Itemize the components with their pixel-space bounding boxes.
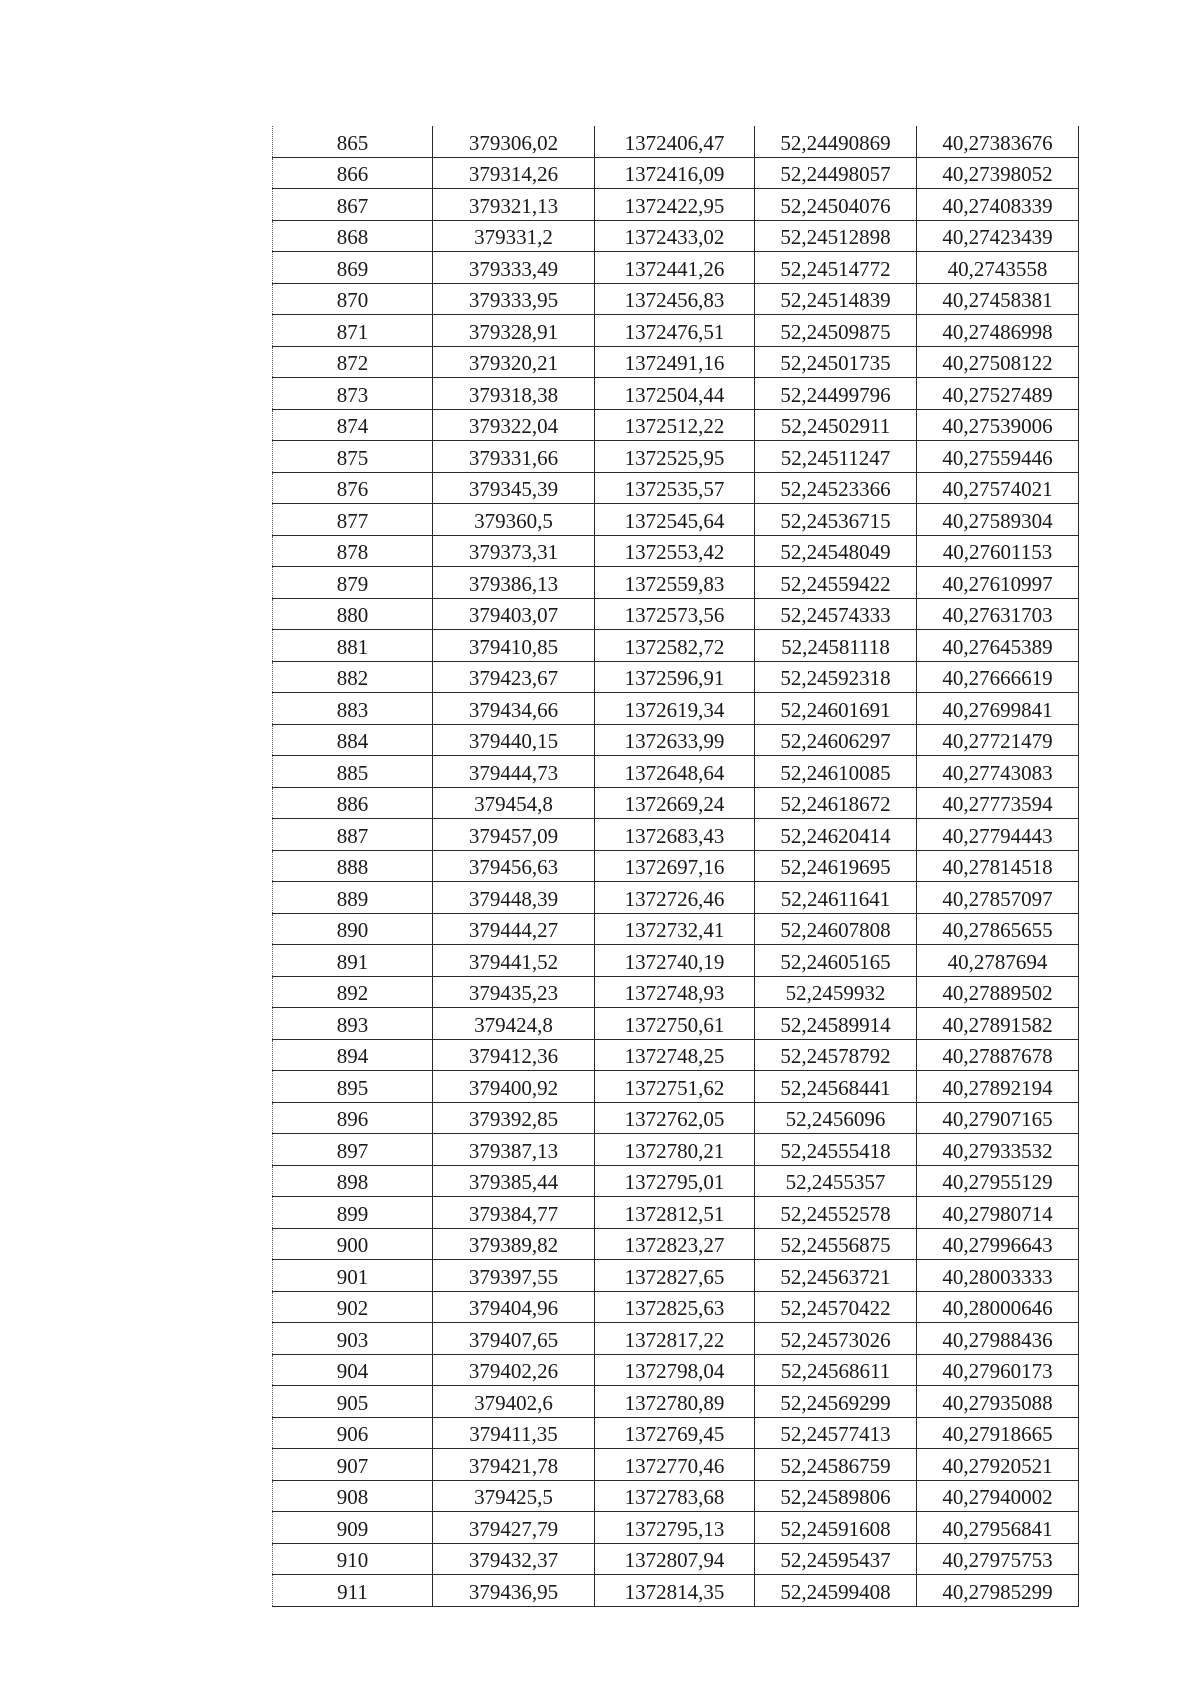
table-row: [273, 787, 1079, 819]
longitude-cell: 40,28000646: [917, 1291, 1079, 1323]
x-coordinate-cell: 379386,13: [433, 567, 595, 599]
y-coordinate-cell: 1372769,45: [595, 1417, 755, 1449]
table-row: [273, 252, 1079, 284]
table-row: [273, 535, 1079, 567]
longitude-cell: 40,27865655: [917, 913, 1079, 945]
point-number-cell: 879: [273, 567, 433, 599]
x-coordinate-cell: 379404,96: [433, 1291, 595, 1323]
coordinates-table: [272, 126, 1079, 1607]
point-number-cell: 876: [273, 472, 433, 504]
longitude-cell: 40,27423439: [917, 220, 1079, 252]
latitude-cell: 52,24514839: [755, 283, 917, 315]
y-coordinate-cell: 1372669,24: [595, 787, 755, 819]
y-coordinate-cell: 1372732,41: [595, 913, 755, 945]
table-row: [273, 1134, 1079, 1166]
y-coordinate-cell: 1372770,46: [595, 1449, 755, 1481]
latitude-cell: 52,24490869: [755, 126, 917, 157]
x-coordinate-cell: 379397,55: [433, 1260, 595, 1292]
latitude-cell: 52,24586759: [755, 1449, 917, 1481]
y-coordinate-cell: 1372762,05: [595, 1102, 755, 1134]
y-coordinate-cell: 1372780,21: [595, 1134, 755, 1166]
latitude-cell: 52,24568441: [755, 1071, 917, 1103]
y-coordinate-cell: 1372573,56: [595, 598, 755, 630]
y-coordinate-cell: 1372795,13: [595, 1512, 755, 1544]
point-number-cell: 900: [273, 1228, 433, 1260]
point-number-cell: 871: [273, 315, 433, 347]
latitude-cell: 52,24573026: [755, 1323, 917, 1355]
longitude-cell: 40,27935088: [917, 1386, 1079, 1418]
x-coordinate-cell: 379320,21: [433, 346, 595, 378]
x-coordinate-cell: 379306,02: [433, 126, 595, 157]
point-number-cell: 887: [273, 819, 433, 851]
latitude-cell: 52,24501735: [755, 346, 917, 378]
y-coordinate-cell: 1372783,68: [595, 1480, 755, 1512]
latitude-cell: 52,2456096: [755, 1102, 917, 1134]
point-number-cell: 890: [273, 913, 433, 945]
table-row: [273, 1165, 1079, 1197]
longitude-cell: 40,27907165: [917, 1102, 1079, 1134]
latitude-cell: 52,24570422: [755, 1291, 917, 1323]
latitude-cell: 52,24563721: [755, 1260, 917, 1292]
y-coordinate-cell: 1372422,95: [595, 189, 755, 221]
point-number-cell: 893: [273, 1008, 433, 1040]
x-coordinate-cell: 379407,65: [433, 1323, 595, 1355]
table-row: [273, 1354, 1079, 1386]
point-number-cell: 884: [273, 724, 433, 756]
longitude-cell: 40,27918665: [917, 1417, 1079, 1449]
latitude-cell: 52,24569299: [755, 1386, 917, 1418]
x-coordinate-cell: 379384,77: [433, 1197, 595, 1229]
x-coordinate-cell: 379454,8: [433, 787, 595, 819]
x-coordinate-cell: 379457,09: [433, 819, 595, 851]
longitude-cell: 40,27508122: [917, 346, 1079, 378]
point-number-cell: 901: [273, 1260, 433, 1292]
point-number-cell: 889: [273, 882, 433, 914]
longitude-cell: 40,27645389: [917, 630, 1079, 662]
latitude-cell: 52,24581118: [755, 630, 917, 662]
table-row: [273, 598, 1079, 630]
y-coordinate-cell: 1372807,94: [595, 1543, 755, 1575]
latitude-cell: 52,24620414: [755, 819, 917, 851]
table-row: [273, 346, 1079, 378]
latitude-cell: 52,24556875: [755, 1228, 917, 1260]
point-number-cell: 873: [273, 378, 433, 410]
latitude-cell: 52,24599408: [755, 1575, 917, 1607]
y-coordinate-cell: 1372748,25: [595, 1039, 755, 1071]
y-coordinate-cell: 1372817,22: [595, 1323, 755, 1355]
point-number-cell: 885: [273, 756, 433, 788]
x-coordinate-cell: 379360,5: [433, 504, 595, 536]
point-number-cell: 907: [273, 1449, 433, 1481]
point-number-cell: 896: [273, 1102, 433, 1134]
y-coordinate-cell: 1372798,04: [595, 1354, 755, 1386]
table-row: [273, 1575, 1079, 1607]
table-row: [273, 1228, 1079, 1260]
y-coordinate-cell: 1372812,51: [595, 1197, 755, 1229]
y-coordinate-cell: 1372596,91: [595, 661, 755, 693]
table-row: [273, 1008, 1079, 1040]
x-coordinate-cell: 379444,73: [433, 756, 595, 788]
latitude-cell: 52,24605165: [755, 945, 917, 977]
latitude-cell: 52,24555418: [755, 1134, 917, 1166]
longitude-cell: 40,27699841: [917, 693, 1079, 725]
longitude-cell: 40,27940002: [917, 1480, 1079, 1512]
longitude-cell: 40,27985299: [917, 1575, 1079, 1607]
latitude-cell: 52,24552578: [755, 1197, 917, 1229]
table-row: [273, 1323, 1079, 1355]
table-row: [273, 1512, 1079, 1544]
latitude-cell: 52,2459932: [755, 976, 917, 1008]
latitude-cell: 52,24574333: [755, 598, 917, 630]
point-number-cell: 878: [273, 535, 433, 567]
point-number-cell: 891: [273, 945, 433, 977]
point-number-cell: 897: [273, 1134, 433, 1166]
y-coordinate-cell: 1372535,57: [595, 472, 755, 504]
latitude-cell: 52,24548049: [755, 535, 917, 567]
latitude-cell: 52,24592318: [755, 661, 917, 693]
table-row: [273, 283, 1079, 315]
y-coordinate-cell: 1372433,02: [595, 220, 755, 252]
latitude-cell: 52,24611641: [755, 882, 917, 914]
point-number-cell: 883: [273, 693, 433, 725]
x-coordinate-cell: 379424,8: [433, 1008, 595, 1040]
x-coordinate-cell: 379373,31: [433, 535, 595, 567]
point-number-cell: 886: [273, 787, 433, 819]
longitude-cell: 40,27743083: [917, 756, 1079, 788]
point-number-cell: 877: [273, 504, 433, 536]
longitude-cell: 40,27956841: [917, 1512, 1079, 1544]
x-coordinate-cell: 379333,95: [433, 283, 595, 315]
x-coordinate-cell: 379441,52: [433, 945, 595, 977]
y-coordinate-cell: 1372726,46: [595, 882, 755, 914]
table-row: [273, 1071, 1079, 1103]
longitude-cell: 40,27988436: [917, 1323, 1079, 1355]
longitude-cell: 40,27814518: [917, 850, 1079, 882]
y-coordinate-cell: 1372582,72: [595, 630, 755, 662]
table-row: [273, 567, 1079, 599]
y-coordinate-cell: 1372476,51: [595, 315, 755, 347]
longitude-cell: 40,27486998: [917, 315, 1079, 347]
latitude-cell: 52,24514772: [755, 252, 917, 284]
y-coordinate-cell: 1372825,63: [595, 1291, 755, 1323]
y-coordinate-cell: 1372512,22: [595, 409, 755, 441]
latitude-cell: 52,24606297: [755, 724, 917, 756]
point-number-cell: 895: [273, 1071, 433, 1103]
latitude-cell: 52,24595437: [755, 1543, 917, 1575]
y-coordinate-cell: 1372416,09: [595, 157, 755, 189]
y-coordinate-cell: 1372619,34: [595, 693, 755, 725]
longitude-cell: 40,27857097: [917, 882, 1079, 914]
x-coordinate-cell: 379434,66: [433, 693, 595, 725]
x-coordinate-cell: 379345,39: [433, 472, 595, 504]
table-row: [273, 1260, 1079, 1292]
table-row: [273, 1386, 1079, 1418]
x-coordinate-cell: 379425,5: [433, 1480, 595, 1512]
table-row: [273, 1291, 1079, 1323]
table-row: [273, 945, 1079, 977]
x-coordinate-cell: 379421,78: [433, 1449, 595, 1481]
y-coordinate-cell: 1372491,16: [595, 346, 755, 378]
longitude-cell: 40,27960173: [917, 1354, 1079, 1386]
table-row: [273, 220, 1079, 252]
longitude-cell: 40,2787694: [917, 945, 1079, 977]
x-coordinate-cell: 379400,92: [433, 1071, 595, 1103]
table-row: [273, 756, 1079, 788]
longitude-cell: 40,27980714: [917, 1197, 1079, 1229]
x-coordinate-cell: 379448,39: [433, 882, 595, 914]
x-coordinate-cell: 379318,38: [433, 378, 595, 410]
longitude-cell: 40,27891582: [917, 1008, 1079, 1040]
y-coordinate-cell: 1372751,62: [595, 1071, 755, 1103]
latitude-cell: 52,24619695: [755, 850, 917, 882]
y-coordinate-cell: 1372545,64: [595, 504, 755, 536]
table-row: [273, 693, 1079, 725]
longitude-cell: 40,2743558: [917, 252, 1079, 284]
point-number-cell: 888: [273, 850, 433, 882]
x-coordinate-cell: 379389,82: [433, 1228, 595, 1260]
point-number-cell: 866: [273, 157, 433, 189]
table-row: [273, 1543, 1079, 1575]
point-number-cell: 908: [273, 1480, 433, 1512]
table-row: [273, 1449, 1079, 1481]
y-coordinate-cell: 1372525,95: [595, 441, 755, 473]
y-coordinate-cell: 1372504,44: [595, 378, 755, 410]
y-coordinate-cell: 1372456,83: [595, 283, 755, 315]
x-coordinate-cell: 379328,91: [433, 315, 595, 347]
table-row: [273, 1480, 1079, 1512]
point-number-cell: 909: [273, 1512, 433, 1544]
x-coordinate-cell: 379440,15: [433, 724, 595, 756]
table-row: [273, 126, 1079, 157]
latitude-cell: 52,24498057: [755, 157, 917, 189]
longitude-cell: 40,27398052: [917, 157, 1079, 189]
longitude-cell: 40,27892194: [917, 1071, 1079, 1103]
point-number-cell: 906: [273, 1417, 433, 1449]
table-row: [273, 724, 1079, 756]
latitude-cell: 52,2455357: [755, 1165, 917, 1197]
point-number-cell: 911: [273, 1575, 433, 1607]
longitude-cell: 40,27631703: [917, 598, 1079, 630]
point-number-cell: 903: [273, 1323, 433, 1355]
latitude-cell: 52,24568611: [755, 1354, 917, 1386]
latitude-cell: 52,24589914: [755, 1008, 917, 1040]
y-coordinate-cell: 1372633,99: [595, 724, 755, 756]
longitude-cell: 40,27559446: [917, 441, 1079, 473]
x-coordinate-cell: 379314,26: [433, 157, 595, 189]
x-coordinate-cell: 379392,85: [433, 1102, 595, 1134]
point-number-cell: 868: [273, 220, 433, 252]
table-row: [273, 850, 1079, 882]
longitude-cell: 40,27933532: [917, 1134, 1079, 1166]
latitude-cell: 52,24578792: [755, 1039, 917, 1071]
point-number-cell: 902: [273, 1291, 433, 1323]
longitude-cell: 40,27794443: [917, 819, 1079, 851]
y-coordinate-cell: 1372748,93: [595, 976, 755, 1008]
longitude-cell: 40,27458381: [917, 283, 1079, 315]
latitude-cell: 52,24610085: [755, 756, 917, 788]
coordinates-table-body: [273, 126, 1079, 1606]
x-coordinate-cell: 379387,13: [433, 1134, 595, 1166]
y-coordinate-cell: 1372683,43: [595, 819, 755, 851]
table-row: [273, 472, 1079, 504]
x-coordinate-cell: 379333,49: [433, 252, 595, 284]
x-coordinate-cell: 379444,27: [433, 913, 595, 945]
x-coordinate-cell: 379402,26: [433, 1354, 595, 1386]
y-coordinate-cell: 1372740,19: [595, 945, 755, 977]
latitude-cell: 52,24536715: [755, 504, 917, 536]
point-number-cell: 910: [273, 1543, 433, 1575]
point-number-cell: 874: [273, 409, 433, 441]
table-row: [273, 976, 1079, 1008]
longitude-cell: 40,28003333: [917, 1260, 1079, 1292]
longitude-cell: 40,27666619: [917, 661, 1079, 693]
longitude-cell: 40,27889502: [917, 976, 1079, 1008]
point-number-cell: 894: [273, 1039, 433, 1071]
x-coordinate-cell: 379427,79: [433, 1512, 595, 1544]
latitude-cell: 52,24618672: [755, 787, 917, 819]
point-number-cell: 870: [273, 283, 433, 315]
longitude-cell: 40,27996643: [917, 1228, 1079, 1260]
longitude-cell: 40,27408339: [917, 189, 1079, 221]
point-number-cell: 898: [273, 1165, 433, 1197]
latitude-cell: 52,24589806: [755, 1480, 917, 1512]
table-row: [273, 630, 1079, 662]
x-coordinate-cell: 379403,07: [433, 598, 595, 630]
x-coordinate-cell: 379402,6: [433, 1386, 595, 1418]
table-row: [273, 1417, 1079, 1449]
y-coordinate-cell: 1372750,61: [595, 1008, 755, 1040]
table-row: [273, 157, 1079, 189]
table-row: [273, 661, 1079, 693]
longitude-cell: 40,27574021: [917, 472, 1079, 504]
y-coordinate-cell: 1372441,26: [595, 252, 755, 284]
longitude-cell: 40,27527489: [917, 378, 1079, 410]
point-number-cell: 892: [273, 976, 433, 1008]
longitude-cell: 40,27383676: [917, 126, 1079, 157]
y-coordinate-cell: 1372559,83: [595, 567, 755, 599]
table-row: [273, 1102, 1079, 1134]
point-number-cell: 880: [273, 598, 433, 630]
point-number-cell: 867: [273, 189, 433, 221]
latitude-cell: 52,24499796: [755, 378, 917, 410]
y-coordinate-cell: 1372823,27: [595, 1228, 755, 1260]
point-number-cell: 905: [273, 1386, 433, 1418]
latitude-cell: 52,24509875: [755, 315, 917, 347]
latitude-cell: 52,24607808: [755, 913, 917, 945]
longitude-cell: 40,27975753: [917, 1543, 1079, 1575]
y-coordinate-cell: 1372697,16: [595, 850, 755, 882]
table-row: [273, 378, 1079, 410]
table-row: [273, 913, 1079, 945]
table-row: [273, 189, 1079, 221]
point-number-cell: 882: [273, 661, 433, 693]
longitude-cell: 40,27610997: [917, 567, 1079, 599]
x-coordinate-cell: 379321,13: [433, 189, 595, 221]
table-row: [273, 882, 1079, 914]
point-number-cell: 869: [273, 252, 433, 284]
x-coordinate-cell: 379385,44: [433, 1165, 595, 1197]
x-coordinate-cell: 379331,2: [433, 220, 595, 252]
table-row: [273, 441, 1079, 473]
x-coordinate-cell: 379423,67: [433, 661, 595, 693]
latitude-cell: 52,24577413: [755, 1417, 917, 1449]
x-coordinate-cell: 379322,04: [433, 409, 595, 441]
longitude-cell: 40,27887678: [917, 1039, 1079, 1071]
y-coordinate-cell: 1372553,42: [595, 535, 755, 567]
point-number-cell: 872: [273, 346, 433, 378]
table-row: [273, 1197, 1079, 1229]
y-coordinate-cell: 1372780,89: [595, 1386, 755, 1418]
latitude-cell: 52,24523366: [755, 472, 917, 504]
x-coordinate-cell: 379412,36: [433, 1039, 595, 1071]
table-row: [273, 1039, 1079, 1071]
table-row: [273, 409, 1079, 441]
latitude-cell: 52,24601691: [755, 693, 917, 725]
longitude-cell: 40,27955129: [917, 1165, 1079, 1197]
longitude-cell: 40,27539006: [917, 409, 1079, 441]
longitude-cell: 40,27589304: [917, 504, 1079, 536]
y-coordinate-cell: 1372406,47: [595, 126, 755, 157]
point-number-cell: 881: [273, 630, 433, 662]
x-coordinate-cell: 379432,37: [433, 1543, 595, 1575]
y-coordinate-cell: 1372648,64: [595, 756, 755, 788]
point-number-cell: 875: [273, 441, 433, 473]
point-number-cell: 865: [273, 126, 433, 157]
latitude-cell: 52,24559422: [755, 567, 917, 599]
y-coordinate-cell: 1372795,01: [595, 1165, 755, 1197]
longitude-cell: 40,27920521: [917, 1449, 1079, 1481]
latitude-cell: 52,24512898: [755, 220, 917, 252]
y-coordinate-cell: 1372827,65: [595, 1260, 755, 1292]
longitude-cell: 40,27601153: [917, 535, 1079, 567]
latitude-cell: 52,24502911: [755, 409, 917, 441]
latitude-cell: 52,24504076: [755, 189, 917, 221]
x-coordinate-cell: 379331,66: [433, 441, 595, 473]
x-coordinate-cell: 379435,23: [433, 976, 595, 1008]
latitude-cell: 52,24511247: [755, 441, 917, 473]
longitude-cell: 40,27721479: [917, 724, 1079, 756]
y-coordinate-cell: 1372814,35: [595, 1575, 755, 1607]
point-number-cell: 899: [273, 1197, 433, 1229]
table-row: [273, 315, 1079, 347]
x-coordinate-cell: 379411,35: [433, 1417, 595, 1449]
x-coordinate-cell: 379456,63: [433, 850, 595, 882]
point-number-cell: 904: [273, 1354, 433, 1386]
x-coordinate-cell: 379436,95: [433, 1575, 595, 1607]
x-coordinate-cell: 379410,85: [433, 630, 595, 662]
table-row: [273, 819, 1079, 851]
table-row: [273, 504, 1079, 536]
latitude-cell: 52,24591608: [755, 1512, 917, 1544]
longitude-cell: 40,27773594: [917, 787, 1079, 819]
